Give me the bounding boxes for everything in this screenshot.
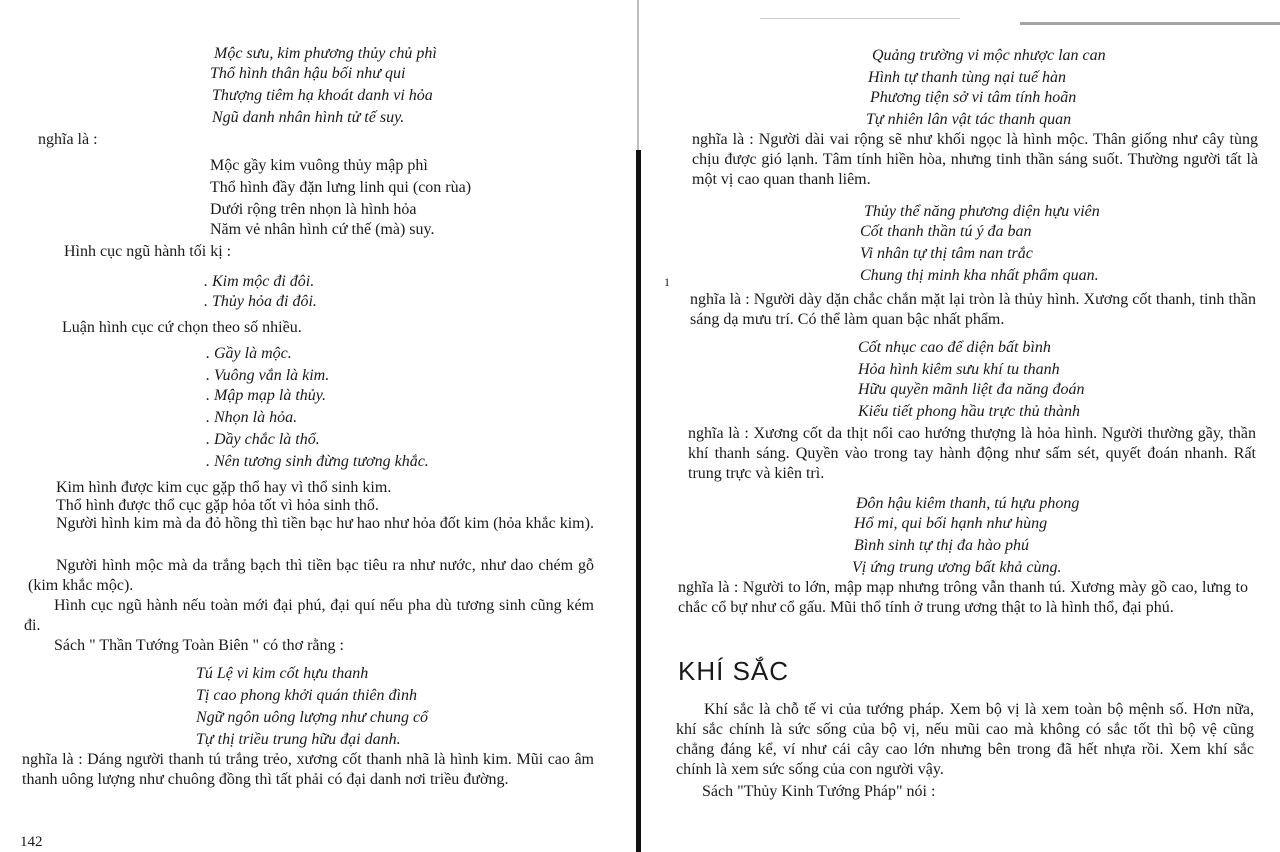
section-heading: KHÍ SẮC — [678, 656, 790, 686]
paragraph: Người hình mộc mà da trắng bạch thì tiền bạc tiêu ra như nước, như dao chém gỗ (kim khắc mộc). — [28, 557, 594, 594]
poem-line: Tị cao phong khởi quán thiên đình — [196, 687, 417, 704]
paragraph: nghĩa là : Xương cốt da thịt nổi cao hướng thượng là hỏa hình. Người thường gầy, thần khí thanh sáng. Quyền vào trong tay hành động như sấm sét, quyết đoán nhanh. Rất trung trực và kiên trì. — [688, 425, 1256, 482]
translation-line: Mộc gầy kim vuông thủy mập phì — [210, 157, 428, 174]
translation-line: Dưới rộng trên nhọn là hình hỏa — [210, 201, 417, 218]
poem-line: Kiểu tiết phong hầu trực thủ thành — [858, 403, 1081, 420]
paragraph: nghĩa là : Người dài vai rộng sẽ như khối ngọc là hình mộc. Thân giống như cây tùng chịu được gió lạnh. Tâm tính hiền hòa, nhưng tinh thần sáng suốt. Thường người tất là một vị cao quan thanh liêm. — [692, 131, 1258, 188]
list-item: . Nhọn là hỏa. — [206, 409, 298, 426]
translation-line: Thổ hình đầy đặn lưng linh qui (con rùa) — [210, 179, 472, 196]
poem-line: Hình tự thanh tùng nại tuế hàn — [868, 69, 1067, 86]
paragraph: Sách "Thủy Kinh Tướng Pháp" nói : — [702, 783, 936, 800]
paragraph: Sách " Thần Tướng Toàn Biên " có thơ rằng : — [54, 637, 344, 654]
page-number: 142 — [20, 834, 43, 850]
list-item: . Gầy là mộc. — [206, 345, 292, 362]
poem-line: Thủy thể năng phương diện hựu viên — [864, 203, 1100, 220]
poem-line: Hữu quyền mãnh liệt đa năng đoán — [858, 381, 1085, 398]
poem-line: Tú Lệ vi kim cốt hựu thanh — [196, 665, 369, 682]
list-item: . Mập mạp là thủy. — [206, 387, 326, 404]
book-gutter-shadow — [636, 150, 641, 852]
poem-line: Đôn hậu kiêm thanh, tú hựu phong — [856, 495, 1080, 512]
poem-line: Thượng tiêm hạ khoát danh vi hỏa — [212, 87, 433, 104]
book-gutter — [637, 0, 639, 150]
paragraph: Kim hình được kim cục gặp thổ hay vì thổ sinh kim. — [56, 479, 392, 496]
paragraph: Người hình kim mà da đỏ hồng thì tiền bạc hư hao như hỏa đốt kim (hỏa khắc kim). — [56, 515, 594, 532]
list-item: . Dầy chắc là thổ. — [206, 431, 320, 448]
paragraph: Khí sắc là chỗ tế vi của tướng pháp. Xem bộ vị là xem toàn bộ mệnh số. Hơn nữa, khí sắc chính là sức sống của bộ vị, nếu mũi cao mà không có sắc tốt thì bộ vệ cũng chẳng đáng kể, ví như cái cây cao lớn nhưng bên trong đã hết nhựa rồi. Xem khí sắc chính là xem sức sống của con người vậy. — [676, 701, 1254, 778]
right-page — [644, 0, 1280, 852]
margin-mark: 1 — [664, 275, 670, 289]
poem-line: Vi nhân tự thị tâm nan trắc — [860, 245, 1033, 262]
list-item: . Kim mộc đi đôi. — [204, 273, 315, 290]
nghia-la-label: nghĩa là : — [38, 131, 98, 148]
poem-line: Vị ứng trung ương bất khả cùng. — [852, 559, 1062, 576]
poem-line: Bình sinh tự thị đa hào phú — [854, 537, 1029, 554]
paragraph: Thổ hình được thổ cục gặp hỏa tốt vì hỏa sinh thổ. — [56, 497, 379, 514]
paragraph: nghĩa là : Dáng người thanh tú trắng trẻo, xương cốt thanh nhã là hình kim. Mũi cao âm thanh uông lượng như chuông đồng thì tất phải có đại danh nơi triều đường. — [22, 751, 594, 788]
poem-line: Cốt nhục cao để diện bất bình — [858, 339, 1051, 356]
paragraph: Hình cục ngũ hành nếu toàn mới đại phú, đại quí nếu pha dù tương sinh cũng kém đi. — [24, 597, 594, 634]
poem-line: Hổ mi, qui bối hạnh như hùng — [854, 515, 1048, 532]
paragraph: nghĩa là : Người dày dặn chắc chắn mặt lại tròn là thủy hình. Xương cốt thanh, tinh thần sáng dạ mưu trí. Có thể làm quan bậc nhất phẩm. — [690, 291, 1256, 328]
poem-line: Phương tiện sở vi tâm tính hoãn — [870, 89, 1077, 106]
paragraph: nghĩa là : Người to lớn, mập mạp nhưng trông vẫn thanh tú. Xương mày gồ cao, lưng to chắc cổ bự như cổ gấu. Mũi thổ tính ở trung ương thật to là hình thổ, đại phú. — [678, 579, 1248, 616]
poem-line: Thổ hình thân hậu bối như qui — [210, 65, 406, 82]
poem-line: Hỏa hình kiêm sưu khí tu thanh — [858, 361, 1060, 378]
poem-line: Tự nhiên lân vật tác thanh quan — [866, 111, 1072, 128]
left-page — [0, 0, 636, 852]
poem-line: Ngũ danh nhân hình tử tế suy. — [212, 109, 405, 126]
poem-line: Cốt thanh thần tú ý đa ban — [860, 223, 1032, 240]
paragraph: Hình cục ngũ hành tối kị : — [64, 243, 232, 260]
paragraph: Luận hình cục cứ chọn theo số nhiều. — [62, 319, 302, 336]
poem-line: Tự thị triều trung hữu đại danh. — [196, 731, 401, 748]
poem-line: Ngữ ngôn uông lượng như chung cổ — [196, 709, 429, 726]
translation-line: Năm vẻ nhân hình cứ thế (mà) suy. — [210, 221, 435, 238]
poem-line: Mộc sưu, kim phương thủy chủ phì — [214, 45, 437, 62]
list-item: . Vuông vắn là kim. — [206, 367, 330, 384]
list-item: . Thủy hỏa đi đôi. — [204, 293, 317, 310]
poem-line: Chung thị minh kha nhất phẩm quan. — [860, 267, 1099, 284]
poem-line: Quảng trường vi mộc nhược lan can — [872, 47, 1106, 64]
list-item: . Nên tương sinh đừng tương khắc. — [206, 453, 429, 470]
